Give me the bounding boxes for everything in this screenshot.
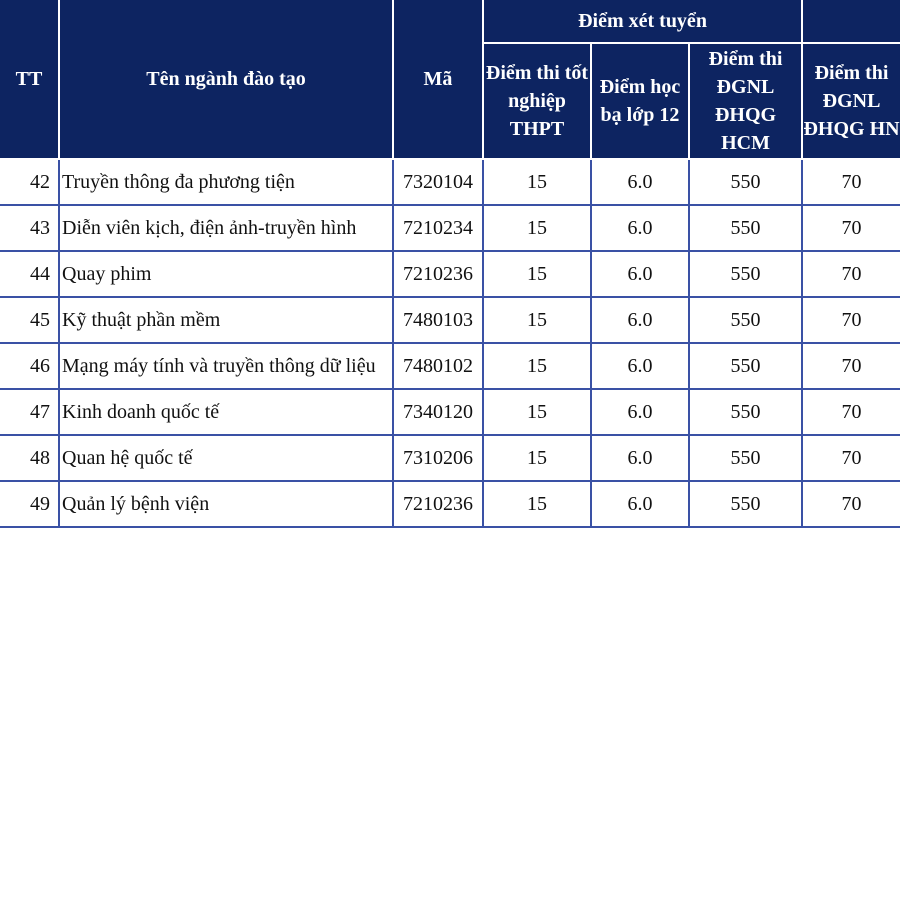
score-hocba: 6.0 <box>591 389 689 435</box>
score-thpt: 15 <box>483 205 591 251</box>
header-empty-cell <box>802 0 900 43</box>
score-thpt: 15 <box>483 251 591 297</box>
score-dgnl-hn: 70 <box>802 389 900 435</box>
table-row <box>0 343 900 389</box>
table-row <box>0 481 900 527</box>
score-dgnl-hn: 70 <box>802 205 900 251</box>
score-thpt: 15 <box>483 435 591 481</box>
score-dgnl-hcm: 550 <box>689 389 802 435</box>
program-name: Quản lý bệnh viện <box>59 481 393 527</box>
table-row <box>0 159 900 205</box>
table-body <box>0 159 900 527</box>
score-thpt: 15 <box>483 297 591 343</box>
score-dgnl-hcm: 550 <box>689 159 802 205</box>
score-dgnl-hn: 70 <box>802 159 900 205</box>
row-number: 46 <box>0 343 59 389</box>
program-name: Mạng máy tính và truyền thông dữ liệu <box>59 343 393 389</box>
header-dgnl-hn: Điểm thi ĐGNL ĐHQG HN <box>802 43 900 159</box>
program-name: Diễn viên kịch, điện ảnh-truyền hình <box>59 205 393 251</box>
program-name: Truyền thông đa phương tiện <box>59 159 393 205</box>
header-dgnl-hcm: Điểm thi ĐGNL ĐHQG HCM <box>689 43 802 159</box>
program-code: 7310206 <box>393 435 483 481</box>
row-number: 49 <box>0 481 59 527</box>
row-number: 47 <box>0 389 59 435</box>
row-number: 43 <box>0 205 59 251</box>
score-hocba: 6.0 <box>591 205 689 251</box>
table-header <box>0 0 900 159</box>
table-row <box>0 205 900 251</box>
header-program-name: Tên ngành đào tạo <box>59 0 393 159</box>
row-number: 45 <box>0 297 59 343</box>
row-number: 44 <box>0 251 59 297</box>
score-hocba: 6.0 <box>591 435 689 481</box>
score-dgnl-hn: 70 <box>802 481 900 527</box>
score-dgnl-hn: 70 <box>802 435 900 481</box>
score-thpt: 15 <box>483 389 591 435</box>
score-dgnl-hcm: 550 <box>689 297 802 343</box>
program-name: Quan hệ quốc tế <box>59 435 393 481</box>
score-dgnl-hcm: 550 <box>689 481 802 527</box>
program-code: 7320104 <box>393 159 483 205</box>
score-dgnl-hn: 70 <box>802 297 900 343</box>
header-thpt: Điểm thi tốt nghiệp THPT <box>483 43 591 159</box>
program-code: 7340120 <box>393 389 483 435</box>
program-code: 7480102 <box>393 343 483 389</box>
score-hocba: 6.0 <box>591 481 689 527</box>
program-name: Kỹ thuật phần mềm <box>59 297 393 343</box>
header-code: Mã <box>393 0 483 159</box>
score-hocba: 6.0 <box>591 343 689 389</box>
header-tt: TT <box>0 0 59 159</box>
score-dgnl-hn: 70 <box>802 251 900 297</box>
program-name: Kinh doanh quốc tế <box>59 389 393 435</box>
score-hocba: 6.0 <box>591 297 689 343</box>
program-code: 7210236 <box>393 251 483 297</box>
score-dgnl-hn: 70 <box>802 343 900 389</box>
score-hocba: 6.0 <box>591 251 689 297</box>
table-row <box>0 435 900 481</box>
program-code: 7480103 <box>393 297 483 343</box>
row-number: 42 <box>0 159 59 205</box>
header-score-group: Điểm xét tuyển <box>483 0 802 43</box>
score-dgnl-hcm: 550 <box>689 205 802 251</box>
score-thpt: 15 <box>483 159 591 205</box>
program-code: 7210234 <box>393 205 483 251</box>
header-hocba: Điểm học bạ lớp 12 <box>591 43 689 159</box>
table-row <box>0 297 900 343</box>
score-dgnl-hcm: 550 <box>689 435 802 481</box>
score-dgnl-hcm: 550 <box>689 343 802 389</box>
table-row <box>0 251 900 297</box>
row-number: 48 <box>0 435 59 481</box>
score-dgnl-hcm: 550 <box>689 251 802 297</box>
program-name: Quay phim <box>59 251 393 297</box>
score-thpt: 15 <box>483 343 591 389</box>
table-row <box>0 389 900 435</box>
score-thpt: 15 <box>483 481 591 527</box>
program-code: 7210236 <box>393 481 483 527</box>
score-hocba: 6.0 <box>591 159 689 205</box>
